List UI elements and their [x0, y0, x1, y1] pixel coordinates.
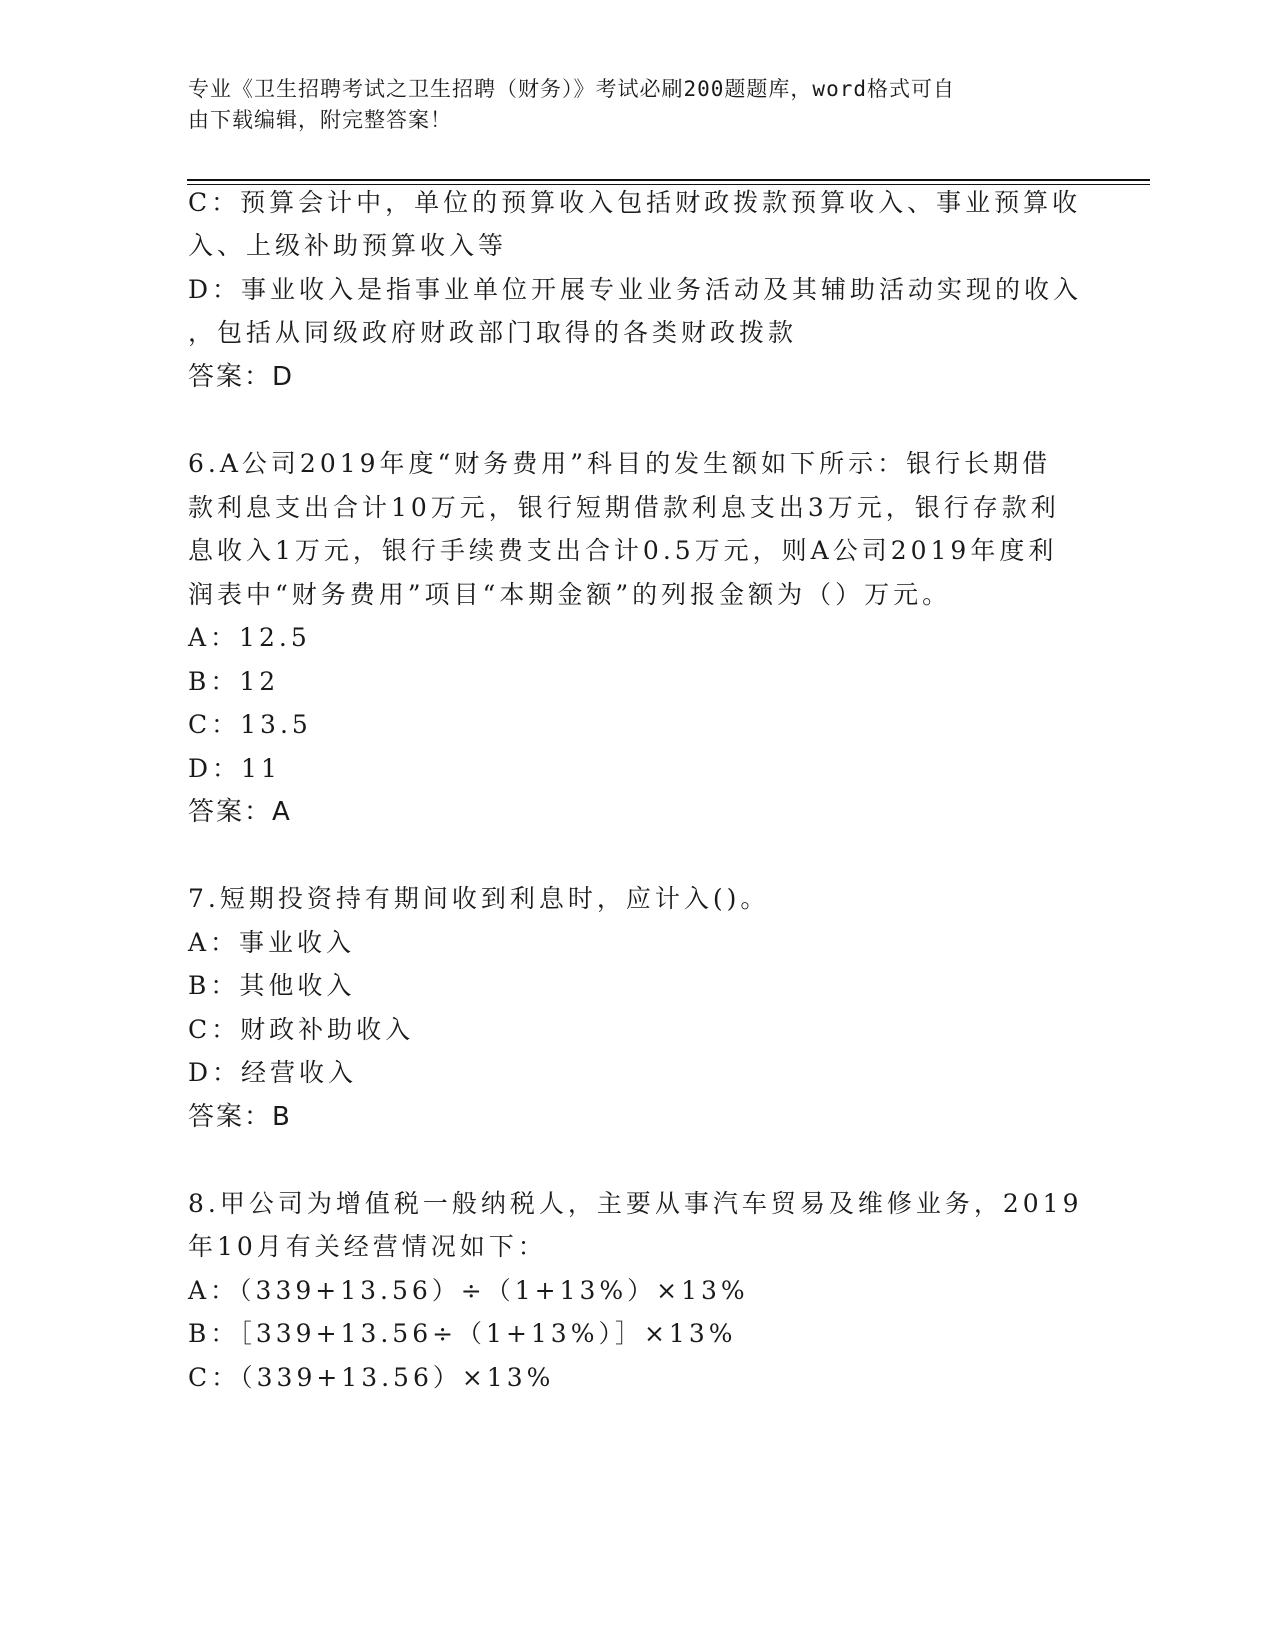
- q6-stem-line-2: 款利息支出合计10万元，银行短期借款利息支出3万元，银行存款利: [188, 493, 1060, 522]
- q8-option-c: C：（339+13.56）×13%: [188, 1363, 555, 1392]
- q6-stem-line-3: 息收入1万元，银行手续费支出合计0.5万元，则A公司2019年度利: [188, 536, 1058, 565]
- header-divider-thick: [187, 179, 1150, 181]
- document-header: [188, 74, 1068, 136]
- header-divider-thin: [187, 184, 1150, 185]
- q7-answer: 答案：B: [188, 1102, 292, 1132]
- q6-stem-line-4: 润表中“财务费用”项目“本期金额”的列报金额为（）万元。: [188, 580, 952, 609]
- q5-option-c-line-2: 入、上级补助预算收入等: [188, 231, 508, 260]
- q7-option-d: D：经营收入: [188, 1058, 358, 1087]
- q7-option-a: A：事业收入: [188, 928, 356, 957]
- q7-option-c: C：财政补助收入: [188, 1015, 415, 1044]
- q6-option-b: B：12: [188, 667, 280, 696]
- q8-option-a: A：（339+13.56）÷（1+13%）×13%: [188, 1276, 749, 1305]
- q5-option-d-line-1: D：事业收入是指事业单位开展专业业务活动及其辅助活动实现的收入: [188, 275, 1083, 304]
- q8-stem-line-2: 年10月有关经营情况如下：: [188, 1232, 547, 1261]
- q7-stem: 7.短期投资持有期间收到利息时，应计入()。: [188, 884, 770, 913]
- header-line-1: 专业《卫生招聘考试之卫生招聘（财务）》考试必刷200题题库，word格式可自: [188, 77, 955, 101]
- q6-option-c: C：13.5: [188, 710, 312, 739]
- q6-stem-line-1: 6.A公司2019年度“财务费用”科目的发生额如下所示：银行长期借: [188, 449, 1052, 478]
- q5-answer: 答案：D: [188, 362, 295, 392]
- q6-option-a: A：12.5: [188, 623, 311, 652]
- q8-option-b: B：［339+13.56÷（1+13%）］×13%: [188, 1319, 737, 1348]
- q6-answer: 答案：A: [188, 797, 292, 827]
- q5-option-c-line-1: C：预算会计中，单位的预算收入包括财政拨款预算收入、事业预算收: [188, 188, 1082, 217]
- q6-option-d: D：11: [188, 754, 281, 783]
- q7-option-b: B：其他收入: [188, 971, 356, 1000]
- q5-option-d-line-2: ，包括从同级政府财政部门取得的各类财政拨款: [188, 318, 798, 347]
- q8-stem-line-1: 8.甲公司为增值税一般纳税人，主要从事汽车贸易及维修业务，2019: [188, 1189, 1083, 1218]
- header-line-2: 由下载编辑，附完整答案！: [188, 108, 452, 132]
